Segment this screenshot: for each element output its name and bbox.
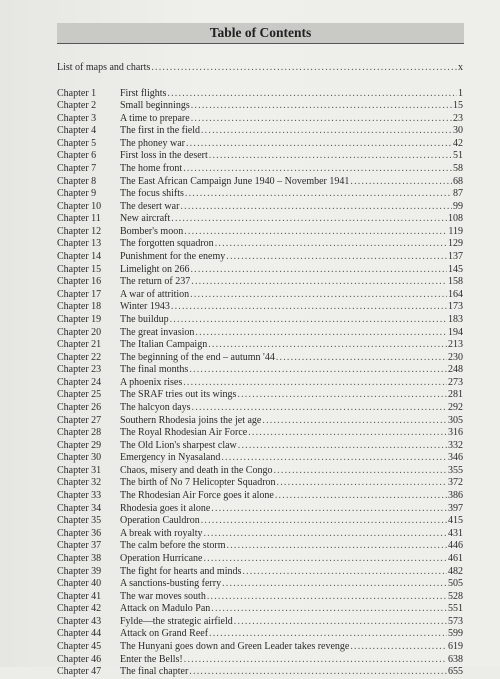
chapter-row xyxy=(57,327,463,340)
dot-leader xyxy=(192,402,447,415)
chapter-title: A time to prepare xyxy=(120,112,190,124)
chapter-row xyxy=(57,113,463,126)
chapter-title: The Old Lion's sharpest claw xyxy=(120,439,237,451)
chapter-title: First loss in the desert xyxy=(120,150,208,162)
chapter-row xyxy=(57,515,463,528)
chapter-row xyxy=(57,289,463,302)
dot-leader xyxy=(186,138,452,151)
chapter-row xyxy=(57,641,463,654)
chapter-title: The halcyon days xyxy=(120,402,191,413)
chapter-row xyxy=(57,339,463,352)
list-of-maps-entry xyxy=(57,62,463,75)
chapter-number: Chapter 30 xyxy=(57,452,102,464)
chapter-number: Chapter 12 xyxy=(57,225,102,237)
chapter-page-number: 129 xyxy=(448,238,463,250)
chapter-number: Chapter 20 xyxy=(57,326,102,338)
chapter-title: A phoenix rises xyxy=(120,376,183,388)
dot-leader xyxy=(201,515,447,528)
chapter-page-number: 415 xyxy=(448,515,463,527)
chapter-row xyxy=(57,402,463,415)
chapter-page-number: 431 xyxy=(448,527,463,539)
chapter-number: Chapter 1 xyxy=(57,87,97,99)
chapter-number: Chapter 24 xyxy=(57,376,102,388)
chapter-number: Chapter 37 xyxy=(57,540,102,552)
dot-leader xyxy=(350,641,447,654)
chapter-row xyxy=(57,364,463,377)
chapter-number: Chapter 34 xyxy=(57,502,102,514)
chapter-title: The war moves south xyxy=(120,590,206,602)
chapter-row xyxy=(57,352,463,365)
chapter-row xyxy=(57,377,463,390)
chapter-page-number: 87 xyxy=(453,188,463,200)
chapter-page-number: 372 xyxy=(448,477,463,489)
chapter-page-number: 528 xyxy=(448,590,463,602)
dot-leader xyxy=(201,125,452,138)
chapter-row xyxy=(57,125,463,138)
chapter-title: A war of attrition xyxy=(120,288,190,300)
chapter-title: Chaos, misery and death in the Congo xyxy=(120,464,273,476)
chapter-page-number: 332 xyxy=(448,439,463,451)
chapter-number: Chapter 31 xyxy=(57,464,102,476)
chapter-title: The beginning of the end – autumn '44 xyxy=(120,351,275,363)
chapter-row xyxy=(57,666,463,679)
dot-leader xyxy=(167,88,457,101)
chapter-row xyxy=(57,540,463,553)
dot-leader xyxy=(211,603,447,616)
chapter-page-number: 316 xyxy=(448,427,463,439)
chapter-page-number: 58 xyxy=(453,162,463,174)
front-matter-label: List of maps and charts xyxy=(57,62,151,73)
chapter-title: The calm before the storm xyxy=(120,540,226,552)
dot-leader xyxy=(189,666,447,679)
chapter-number: Chapter 6 xyxy=(57,150,97,162)
chapter-number: Chapter 18 xyxy=(57,301,102,313)
chapter-page-number: 573 xyxy=(448,615,463,627)
dot-leader xyxy=(195,327,447,340)
chapter-number: Chapter 15 xyxy=(57,263,102,275)
dot-leader xyxy=(242,566,447,579)
dot-leader xyxy=(190,264,447,277)
chapter-row xyxy=(57,314,463,327)
chapter-title: A sanctions-busting ferry xyxy=(120,578,222,590)
chapter-page-number: 23 xyxy=(453,112,463,124)
dot-leader xyxy=(275,490,447,503)
chapter-row xyxy=(57,276,463,289)
chapter-row xyxy=(57,138,463,151)
chapter-title: The first in the field xyxy=(120,125,200,137)
chapter-title: The Royal Rhodesian Air Force xyxy=(120,427,248,439)
chapter-number: Chapter 43 xyxy=(57,615,102,627)
chapter-page-number: 386 xyxy=(448,490,463,502)
chapter-page-number: 30 xyxy=(453,125,463,137)
chapter-number: Chapter 11 xyxy=(57,213,101,225)
dot-leader xyxy=(208,339,447,352)
chapter-number: Chapter 8 xyxy=(57,175,97,187)
chapter-title: The Rhodesian Air Force goes it alone xyxy=(120,490,274,502)
chapter-page-number: 273 xyxy=(448,376,463,388)
chapter-title: The return of 237 xyxy=(120,276,191,288)
chapter-title: Southern Rhodesia joins the jet age xyxy=(120,414,262,426)
chapter-title: Emergency in Nyasaland xyxy=(120,452,221,464)
chapter-number: Chapter 7 xyxy=(57,162,97,174)
chapter-row xyxy=(57,503,463,516)
chapter-title: The birth of No 7 Helicopter Squadron xyxy=(120,477,276,489)
chapter-page-number: 281 xyxy=(448,389,463,401)
chapter-page-number: 505 xyxy=(448,578,463,590)
chapter-page-number: 292 xyxy=(448,402,463,413)
chapter-page-number: 461 xyxy=(448,552,463,564)
chapter-page-number: 655 xyxy=(448,666,463,678)
chapter-row xyxy=(57,553,463,566)
chapter-row xyxy=(57,415,463,428)
dot-leader xyxy=(262,415,447,428)
chapter-title: The SRAF tries out its wings xyxy=(120,389,237,401)
chapter-row xyxy=(57,654,463,667)
dot-leader xyxy=(191,113,452,126)
dot-leader xyxy=(171,213,447,226)
chapter-number: Chapter 39 xyxy=(57,565,102,577)
chapter-number: Chapter 26 xyxy=(57,402,102,413)
dot-leader xyxy=(350,176,452,189)
chapter-number: Chapter 21 xyxy=(57,339,102,351)
dot-leader xyxy=(191,276,447,289)
chapter-number: Chapter 33 xyxy=(57,490,102,502)
chapter-number: Chapter 32 xyxy=(57,477,102,489)
dot-leader xyxy=(184,654,447,667)
chapter-page-number: 397 xyxy=(448,502,463,514)
chapter-page-number: 119 xyxy=(448,225,463,237)
chapter-row xyxy=(57,188,463,201)
chapter-number: Chapter 47 xyxy=(57,666,102,678)
dot-leader xyxy=(203,528,447,541)
dot-leader xyxy=(184,226,447,239)
chapter-page-number: 145 xyxy=(448,263,463,275)
chapter-title: The focus shifts xyxy=(120,188,184,200)
chapter-page-number: 213 xyxy=(448,339,463,351)
dot-leader xyxy=(238,440,447,453)
chapter-title: New aircraft xyxy=(120,213,171,225)
chapter-page-number: 305 xyxy=(448,414,463,426)
chapter-number: Chapter 10 xyxy=(57,200,102,212)
chapter-title: Limelight on 266 xyxy=(120,263,190,275)
chapter-number: Chapter 36 xyxy=(57,527,102,539)
chapter-title: The fight for hearts and minds xyxy=(120,565,242,577)
toc-heading: Table of Contents xyxy=(209,25,312,40)
chapter-row xyxy=(57,628,463,641)
dot-leader xyxy=(237,389,447,402)
chapter-page-number: 183 xyxy=(448,313,463,325)
dot-leader xyxy=(183,377,447,390)
chapter-row xyxy=(57,440,463,453)
chapter-title: Attack on Madulo Pan xyxy=(120,603,211,615)
chapter-page-number: 599 xyxy=(448,628,463,640)
chapter-row xyxy=(57,238,463,251)
chapter-title: Bomber's moon xyxy=(120,225,184,237)
chapter-page-number: 619 xyxy=(448,641,463,653)
chapter-number: Chapter 45 xyxy=(57,641,102,653)
toc-heading-bar xyxy=(57,23,464,44)
chapter-row xyxy=(57,591,463,604)
chapter-page-number: 137 xyxy=(448,251,463,263)
chapter-number: Chapter 14 xyxy=(57,251,102,263)
chapter-number: Chapter 44 xyxy=(57,628,102,640)
chapter-number: Chapter 4 xyxy=(57,125,97,137)
dot-leader xyxy=(209,150,452,163)
chapter-title: The phoney war xyxy=(120,137,185,149)
dot-leader xyxy=(189,364,447,377)
dot-leader xyxy=(248,427,447,440)
chapter-row xyxy=(57,427,463,440)
chapter-page-number: 68 xyxy=(453,175,463,187)
chapter-row xyxy=(57,477,463,490)
chapter-number: Chapter 2 xyxy=(57,100,97,112)
chapter-number: Chapter 9 xyxy=(57,188,97,200)
chapter-title: The final chapter xyxy=(120,666,189,678)
chapter-page-number: 51 xyxy=(453,150,463,162)
chapter-title: Operation Cauldron xyxy=(120,515,200,527)
chapter-number: Chapter 13 xyxy=(57,238,102,250)
chapter-number: Chapter 35 xyxy=(57,515,102,527)
chapter-page-number: 230 xyxy=(448,351,463,363)
chapter-title: First flights xyxy=(120,87,167,99)
chapter-page-number: 346 xyxy=(448,452,463,464)
dot-leader xyxy=(170,314,447,327)
chapter-row xyxy=(57,150,463,163)
chapter-number: Chapter 23 xyxy=(57,364,102,376)
chapter-title: Enter the Bells! xyxy=(120,653,183,665)
chapter-page-number: 99 xyxy=(453,200,463,212)
chapter-title: The buildup xyxy=(120,313,169,325)
chapter-page-number: 248 xyxy=(448,364,463,376)
dot-leader xyxy=(273,465,447,478)
chapter-number: Chapter 17 xyxy=(57,288,102,300)
dot-leader xyxy=(151,62,457,75)
chapter-number: Chapter 40 xyxy=(57,578,102,590)
dot-leader xyxy=(171,301,447,314)
chapter-number: Chapter 22 xyxy=(57,351,102,363)
dot-leader xyxy=(180,201,452,214)
chapter-title: The forgotten squadron xyxy=(120,238,214,250)
dot-leader xyxy=(211,503,447,516)
chapter-page-number: 482 xyxy=(448,565,463,577)
chapter-row xyxy=(57,578,463,591)
chapter-row xyxy=(57,465,463,478)
chapter-title: The Hunyani goes down and Green Leader takes revenge xyxy=(120,641,350,653)
chapter-page-number: 446 xyxy=(448,540,463,552)
chapter-page-number: 42 xyxy=(453,137,463,149)
chapter-title: The Italian Campaign xyxy=(120,339,208,351)
chapter-row xyxy=(57,264,463,277)
chapter-page-number: 164 xyxy=(448,288,463,300)
chapter-row xyxy=(57,201,463,214)
chapter-title: A break with royalty xyxy=(120,527,203,539)
chapter-row xyxy=(57,226,463,239)
chapter-number: Chapter 46 xyxy=(57,653,102,665)
chapter-title: The desert war xyxy=(120,200,180,212)
chapter-title: The final months xyxy=(120,364,189,376)
chapter-page-number: 158 xyxy=(448,276,463,288)
chapter-number: Chapter 25 xyxy=(57,389,102,401)
chapter-row xyxy=(57,490,463,503)
front-matter-page: x xyxy=(458,62,463,73)
chapter-row xyxy=(57,616,463,629)
chapter-row xyxy=(57,301,463,314)
dot-leader xyxy=(221,452,447,465)
chapter-page-number: 194 xyxy=(448,326,463,338)
chapter-number: Chapter 5 xyxy=(57,137,97,149)
chapter-page-number: 108 xyxy=(448,213,463,225)
dot-leader xyxy=(191,100,452,113)
dot-leader xyxy=(209,628,447,641)
chapter-title: The East African Campaign June 1940 – November 1941 xyxy=(120,175,350,187)
chapter-number: Chapter 42 xyxy=(57,603,102,615)
chapter-title: The great invasion xyxy=(120,326,195,338)
chapter-page-number: 1 xyxy=(458,87,463,99)
chapter-page-number: 638 xyxy=(448,653,463,665)
chapter-title: Attack on Grand Reef xyxy=(120,628,209,640)
chapter-page-number: 15 xyxy=(453,100,463,112)
chapter-number: Chapter 38 xyxy=(57,552,102,564)
dot-leader xyxy=(227,540,447,553)
chapter-row xyxy=(57,176,463,189)
dot-leader xyxy=(203,553,447,566)
chapter-row xyxy=(57,88,463,101)
chapter-title: Rhodesia goes it alone xyxy=(120,502,211,514)
dot-leader xyxy=(234,616,447,629)
chapter-number: Chapter 28 xyxy=(57,427,102,439)
chapter-row xyxy=(57,528,463,541)
dot-leader xyxy=(190,289,447,302)
chapter-title: Small beginnings xyxy=(120,100,190,112)
dot-leader xyxy=(183,163,452,176)
chapter-row xyxy=(57,251,463,264)
chapter-title: Operation Hurricane xyxy=(120,552,203,564)
dot-leader xyxy=(207,591,447,604)
dot-leader xyxy=(226,251,447,264)
chapter-title: Punishment for the enemy xyxy=(120,251,226,263)
chapter-title: The home front xyxy=(120,162,183,174)
chapter-title: Fylde—the strategic airfield xyxy=(120,615,233,627)
chapter-row xyxy=(57,100,463,113)
chapter-number: Chapter 41 xyxy=(57,590,102,602)
chapter-title: Winter 1943 xyxy=(120,301,170,313)
chapter-number: Chapter 16 xyxy=(57,276,102,288)
chapter-page-number: 551 xyxy=(448,603,463,615)
chapter-page-number: 173 xyxy=(448,301,463,313)
dot-leader xyxy=(276,352,447,365)
chapter-row xyxy=(57,603,463,616)
chapter-number: Chapter 19 xyxy=(57,313,102,325)
chapter-row xyxy=(57,452,463,465)
chapter-row xyxy=(57,389,463,402)
chapter-row xyxy=(57,213,463,226)
dot-leader xyxy=(222,578,447,591)
dot-leader xyxy=(185,188,452,201)
chapter-number: Chapter 29 xyxy=(57,439,102,451)
dot-leader xyxy=(277,477,447,490)
chapter-number: Chapter 3 xyxy=(57,112,97,124)
chapter-number: Chapter 27 xyxy=(57,414,102,426)
dot-leader xyxy=(215,238,447,251)
chapter-row xyxy=(57,163,463,176)
chapter-row xyxy=(57,566,463,579)
chapter-page-number: 355 xyxy=(448,464,463,476)
